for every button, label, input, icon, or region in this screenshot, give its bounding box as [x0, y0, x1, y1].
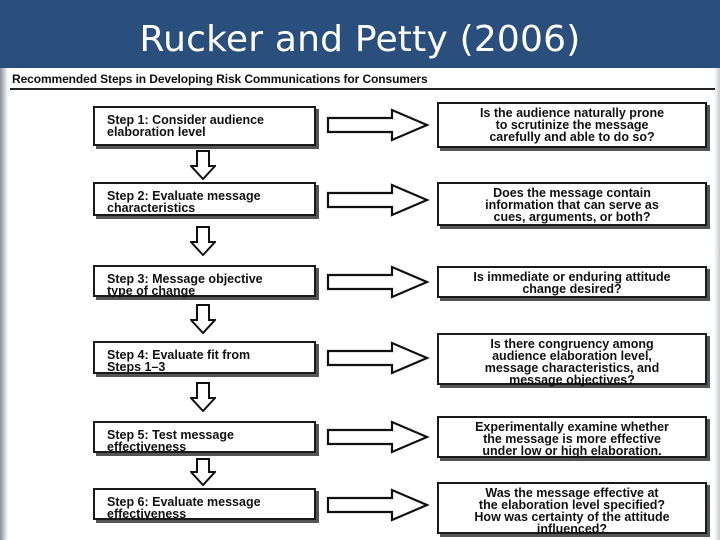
down-arrow-icon: [190, 304, 216, 334]
step-5-box: [93, 421, 316, 453]
step-1-question-box: [437, 102, 707, 148]
step-4-question-box: [437, 333, 707, 385]
step-3-label: Step 3: Message objective type of change: [107, 272, 263, 298]
right-arrow-icon: [326, 341, 430, 375]
step-6-question: Was the message effective at the elaboration level specified? How was certainty of the attitude influenced?: [474, 486, 670, 536]
figure-header: Recommended Steps in Developing Risk Communications for Consumers: [12, 72, 428, 86]
step-5-question: Experimentally examine whether the message is more effective under low or high elaboration.: [475, 420, 669, 458]
step-2-question: Does the message contain information that can serve as cues, arguments, or both?: [485, 186, 659, 224]
down-arrow-icon: [190, 226, 216, 256]
right-arrow-icon: [326, 420, 430, 454]
right-arrow-icon: [326, 265, 430, 299]
down-arrow-icon: [190, 382, 216, 412]
header-rule: [10, 88, 715, 90]
slide-title: Rucker and Petty (2006): [139, 19, 581, 60]
step-2-label: Step 2: Evaluate message characteristics: [107, 189, 261, 215]
step-4-label: Step 4: Evaluate fit from Steps 1–3: [107, 348, 251, 374]
step-6-question-box: [437, 482, 707, 534]
down-arrow-icon: [190, 150, 216, 180]
step-5-question-box: [437, 416, 707, 458]
step-1-label: Step 1: Consider audience elaboration level: [107, 113, 264, 139]
step-4-question: Is there congruency among audience elaboration level, message characteristics, and message objectives?: [484, 337, 660, 387]
right-arrow-icon: [326, 183, 430, 217]
down-arrow-icon: [190, 458, 216, 486]
right-arrow-icon: [326, 488, 430, 522]
step-2-box: [93, 182, 316, 216]
right-arrow-icon: [326, 108, 430, 142]
step-1-box: [93, 106, 316, 146]
step-6-label: Step 6: Evaluate message effectiveness: [107, 495, 261, 521]
step-4-box: [93, 341, 316, 374]
scan-edge-shadow-right: [714, 68, 720, 540]
step-3-question-box: [437, 266, 707, 298]
step-3-box: [93, 265, 316, 297]
step-2-question-box: [437, 182, 707, 226]
scan-edge-shadow: [0, 68, 8, 540]
step-6-box: [93, 488, 316, 520]
step-1-question: Is the audience naturally prone to scrutinize the message carefully and able to do so?: [479, 106, 665, 144]
step-5-label: Step 5: Test message effectiveness: [107, 428, 234, 454]
step-3-question: Is immediate or enduring attitude change desired?: [473, 270, 671, 296]
